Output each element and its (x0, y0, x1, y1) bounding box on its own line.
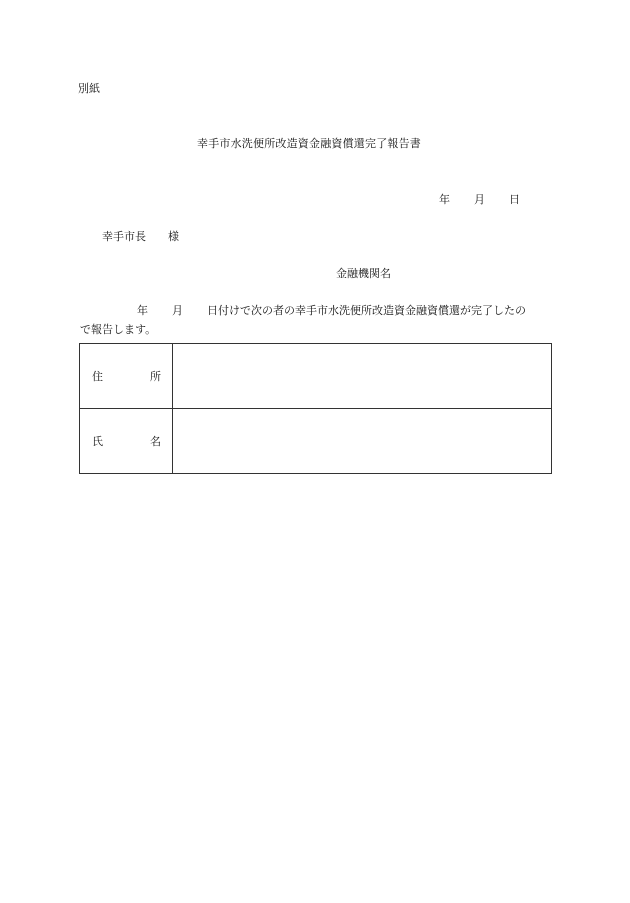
date-month-unit: 月 (474, 193, 485, 206)
name-label-first: 氏 (92, 435, 103, 448)
body-text-line-1 (80, 305, 526, 316)
addressee-line (102, 231, 179, 242)
body-month-unit: 月 (172, 304, 183, 317)
applicant-info-table (79, 343, 552, 474)
date-day-unit: 日 (509, 193, 520, 206)
document-title: 幸手市水洗便所改造資金融資償還完了報告書 (197, 137, 421, 150)
table-row-name (80, 409, 552, 474)
body-text-line-2: で報告します。 (80, 323, 157, 336)
address-label-cell (80, 344, 173, 409)
address-label-second: 所 (150, 370, 161, 383)
date-line (439, 194, 520, 205)
name-label-second: 名 (150, 435, 161, 448)
body-year-unit: 年 (137, 304, 148, 317)
addressee-name: 幸手市長 (102, 230, 146, 243)
address-value-cell (173, 344, 552, 409)
address-label-first: 住 (92, 370, 103, 383)
body-text-main: 日付けで次の者の幸手市水洗便所改造資金融資償還が完了したの (207, 304, 526, 317)
name-label-cell (80, 409, 173, 474)
date-year-unit: 年 (439, 193, 450, 206)
institution-label: 金融機関名 (336, 267, 391, 280)
attachment-label: 別紙 (78, 82, 100, 95)
table-row-address (80, 344, 552, 409)
addressee-honorific: 様 (168, 230, 179, 243)
name-value-cell (173, 409, 552, 474)
